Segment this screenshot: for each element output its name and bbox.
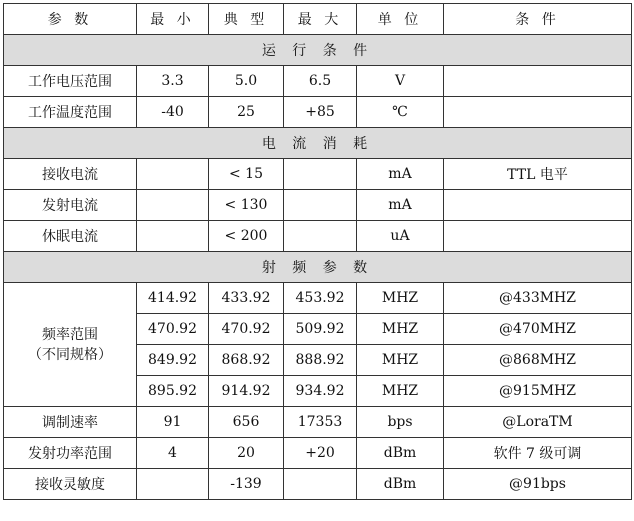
- cond-cell: @91bps: [444, 469, 632, 500]
- max-cell: +85: [284, 97, 357, 128]
- section-rf: [4, 252, 632, 283]
- typ-cell: 914.92: [209, 376, 284, 407]
- unit-cell: MHZ: [357, 283, 444, 314]
- typ-cell: -139: [209, 469, 284, 500]
- cond-cell: [444, 97, 632, 128]
- unit-cell: uA: [357, 221, 444, 252]
- min-cell: -40: [137, 97, 209, 128]
- section-operating: [4, 35, 632, 66]
- freq-range-label: 频率范围: [42, 326, 98, 343]
- max-cell: [284, 159, 357, 190]
- max-cell: 17353: [284, 407, 357, 438]
- cond-cell: [444, 190, 632, 221]
- max-cell: [284, 221, 357, 252]
- min-cell: [137, 159, 209, 190]
- typ-cell: 470.92: [209, 314, 284, 345]
- header-max: 最 大: [284, 4, 357, 35]
- max-cell: 509.92: [284, 314, 357, 345]
- min-cell: 414.92: [137, 283, 209, 314]
- param-cell: 发射电流: [4, 190, 137, 221]
- min-cell: [137, 469, 209, 500]
- unit-cell: MHZ: [357, 345, 444, 376]
- table-row: [4, 469, 632, 500]
- min-cell: 895.92: [137, 376, 209, 407]
- cond-cell: [444, 66, 632, 97]
- header-param: 参 数: [4, 4, 137, 35]
- table-row: [4, 159, 632, 190]
- max-cell: 888.92: [284, 345, 357, 376]
- unit-cell: bps: [357, 407, 444, 438]
- cond-cell: TTL 电平: [444, 159, 632, 190]
- unit-cell: mA: [357, 159, 444, 190]
- unit-cell: ℃: [357, 97, 444, 128]
- section-title: 运 行 条 件: [4, 35, 632, 66]
- cond-cell: @470MHZ: [444, 314, 632, 345]
- typ-cell: 656: [209, 407, 284, 438]
- min-cell: 4: [137, 438, 209, 469]
- param-cell: 发射功率范围: [4, 438, 137, 469]
- min-cell: [137, 221, 209, 252]
- cond-cell: @868MHZ: [444, 345, 632, 376]
- min-cell: 3.3: [137, 66, 209, 97]
- unit-cell: MHZ: [357, 314, 444, 345]
- header-unit: 单 位: [357, 4, 444, 35]
- table-row: [4, 283, 632, 314]
- typ-cell: < 15: [209, 159, 284, 190]
- freq-range-note: （不同规格）: [28, 346, 112, 363]
- max-cell: [284, 190, 357, 221]
- unit-cell: mA: [357, 190, 444, 221]
- max-cell: 934.92: [284, 376, 357, 407]
- max-cell: +20: [284, 438, 357, 469]
- table-row: [4, 407, 632, 438]
- max-cell: 6.5: [284, 66, 357, 97]
- table-row: [4, 438, 632, 469]
- section-title: 射 频 参 数: [4, 252, 632, 283]
- param-cell: 工作温度范围: [4, 97, 137, 128]
- param-cell: 接收灵敏度: [4, 469, 137, 500]
- spec-table: [3, 3, 632, 500]
- cond-cell: 软件 7 级可调: [444, 438, 632, 469]
- freq-range-param-cell: [4, 283, 137, 407]
- header-typ: 典 型: [209, 4, 284, 35]
- unit-cell: dBm: [357, 438, 444, 469]
- table-row: [4, 190, 632, 221]
- typ-cell: 25: [209, 97, 284, 128]
- section-power: [4, 128, 632, 159]
- typ-cell: 433.92: [209, 283, 284, 314]
- min-cell: 470.92: [137, 314, 209, 345]
- param-cell: 休眠电流: [4, 221, 137, 252]
- max-cell: [284, 469, 357, 500]
- unit-cell: MHZ: [357, 376, 444, 407]
- typ-cell: 868.92: [209, 345, 284, 376]
- param-cell: 接收电流: [4, 159, 137, 190]
- typ-cell: 5.0: [209, 66, 284, 97]
- min-cell: 91: [137, 407, 209, 438]
- cond-cell: @433MHZ: [444, 283, 632, 314]
- table-row: [4, 97, 632, 128]
- unit-cell: dBm: [357, 469, 444, 500]
- typ-cell: < 200: [209, 221, 284, 252]
- unit-cell: V: [357, 66, 444, 97]
- header-row: [4, 4, 632, 35]
- max-cell: 453.92: [284, 283, 357, 314]
- cond-cell: @LoraTM: [444, 407, 632, 438]
- cond-cell: @915MHZ: [444, 376, 632, 407]
- cond-cell: [444, 221, 632, 252]
- min-cell: 849.92: [137, 345, 209, 376]
- min-cell: [137, 190, 209, 221]
- header-cond: 条 件: [444, 4, 632, 35]
- table-row: [4, 221, 632, 252]
- section-title: 电 流 消 耗: [4, 128, 632, 159]
- typ-cell: < 130: [209, 190, 284, 221]
- typ-cell: 20: [209, 438, 284, 469]
- table-row: [4, 66, 632, 97]
- param-cell: 调制速率: [4, 407, 137, 438]
- header-min: 最 小: [137, 4, 209, 35]
- param-cell: 工作电压范围: [4, 66, 137, 97]
